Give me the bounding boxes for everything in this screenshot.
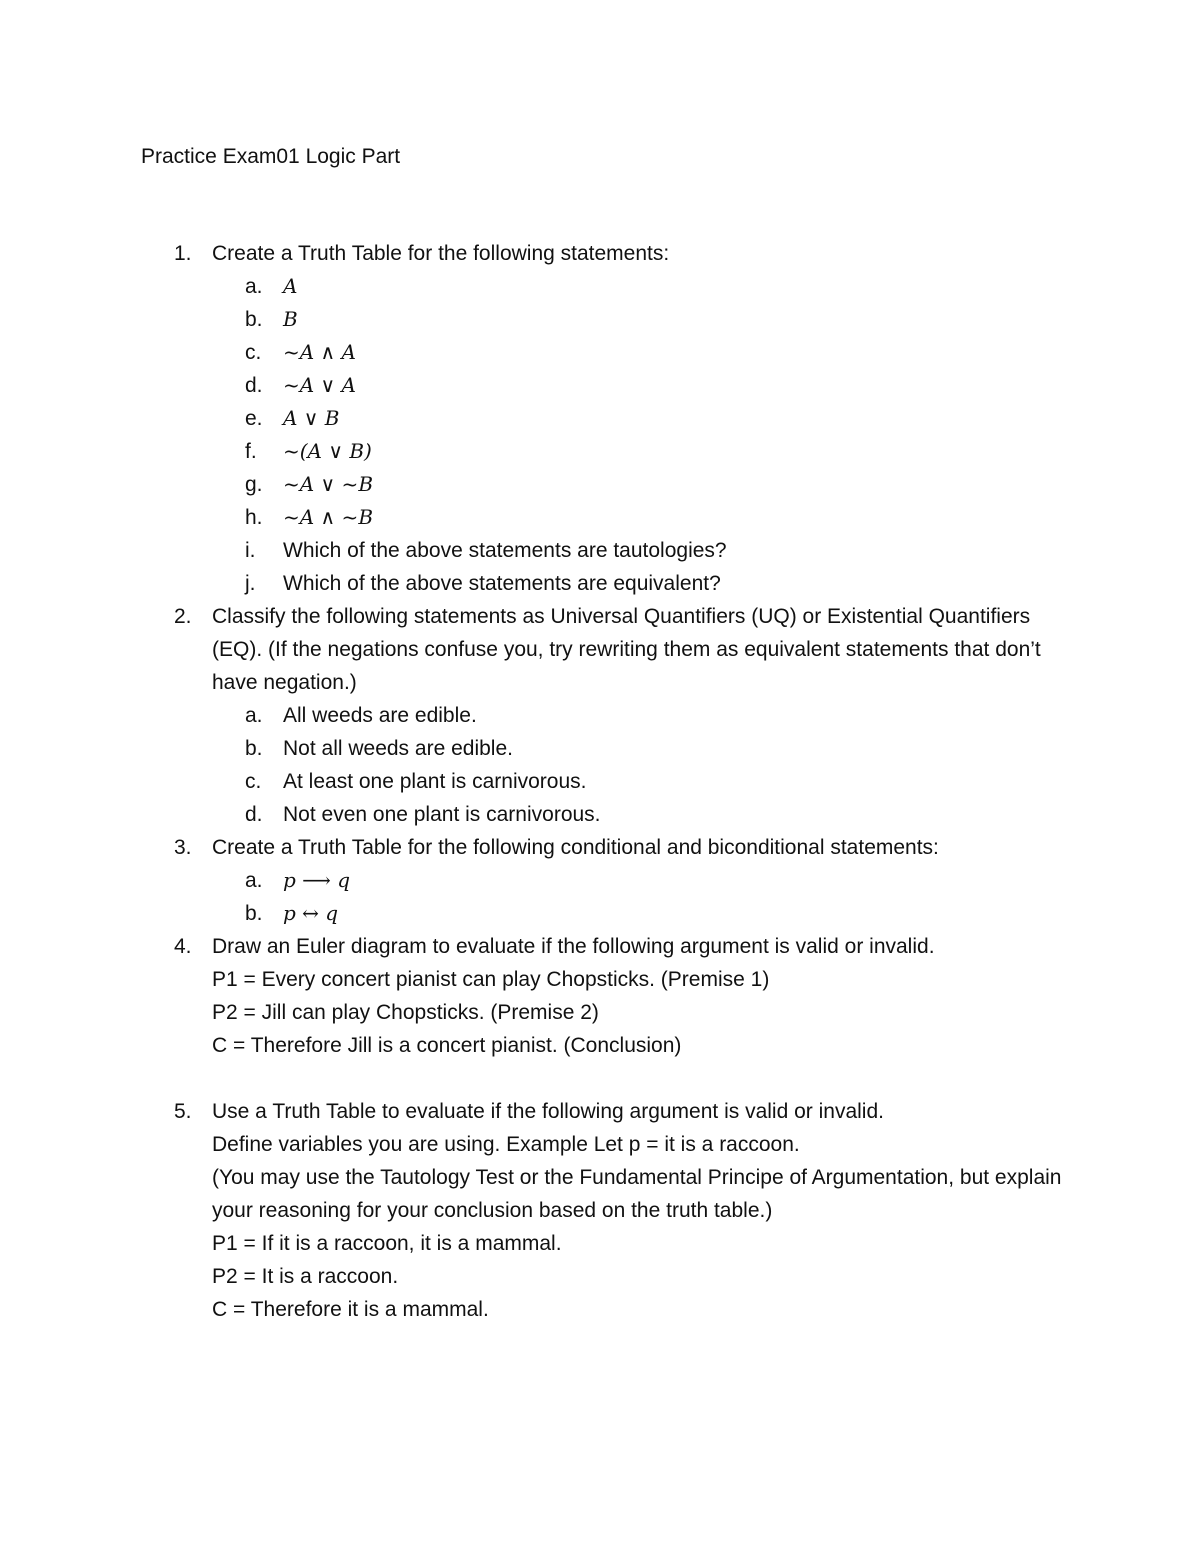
- statement-formula: ~(A ∨ B): [283, 439, 372, 463]
- statement-formula: ~A ∨ A: [283, 373, 356, 397]
- sub-item-letter: i.: [245, 539, 256, 562]
- question-text: Draw an Euler diagram to evaluate if the following argument is valid or invalid.: [212, 935, 935, 958]
- question-number: 1.: [174, 242, 192, 265]
- sub-item-b: [212, 303, 1062, 336]
- conclusion: C = Therefore Jill is a concert pianist. (Conclusion): [212, 1034, 682, 1057]
- sub-item-b: [212, 732, 1062, 765]
- sub-item-f: [212, 435, 1062, 468]
- sub-item-i: [212, 534, 1062, 567]
- sub-item-list: [212, 699, 1062, 831]
- sub-item-letter: d.: [245, 374, 263, 397]
- sub-item-d: [212, 798, 1062, 831]
- statement-formula: B: [283, 307, 298, 331]
- sub-item-b: [212, 897, 1062, 930]
- sub-item-letter: j.: [245, 572, 256, 595]
- statement-formula: p ⟶ q: [283, 868, 350, 892]
- sub-item-letter: a.: [245, 704, 263, 727]
- statement-formula: ~A ∨ ~B: [283, 472, 374, 496]
- sub-item-letter: d.: [245, 803, 263, 826]
- statement-formula: A: [283, 274, 298, 298]
- sub-item-a: [212, 864, 1062, 897]
- sub-item-c: [212, 336, 1062, 369]
- question-number: 2.: [174, 605, 192, 628]
- statement-formula: A ∨ B: [283, 406, 340, 430]
- question-number: 4.: [174, 935, 192, 958]
- sub-item-letter: b.: [245, 902, 263, 925]
- blank-line: [0, 1062, 1200, 1095]
- conclusion: C = Therefore it is a mammal.: [212, 1298, 489, 1321]
- sub-item-letter: c.: [245, 341, 262, 364]
- sub-item-text: Which of the above statements are tautologies?: [283, 539, 727, 562]
- sub-item-letter: a.: [245, 275, 263, 298]
- sub-item-h: [212, 501, 1062, 534]
- sub-item-a: [212, 699, 1062, 732]
- question-1: [0, 237, 1062, 600]
- sub-item-g: [212, 468, 1062, 501]
- sub-item-a: [212, 270, 1062, 303]
- statement-formula: p ↔ q: [283, 901, 339, 925]
- question-list: [0, 237, 1200, 1326]
- statement-formula: ~A ∧ A: [283, 340, 356, 364]
- sub-item-letter: h.: [245, 506, 263, 529]
- question-2: [0, 600, 1062, 831]
- question-3: [0, 831, 1062, 930]
- sub-item-text: Which of the above statements are equivalent?: [283, 572, 721, 595]
- sub-item-letter: b.: [245, 308, 263, 331]
- sub-item-j: [212, 567, 1062, 600]
- sub-item-e: [212, 402, 1062, 435]
- question-number: 3.: [174, 836, 192, 859]
- sub-item-list: [212, 270, 1062, 600]
- sub-item-letter: c.: [245, 770, 262, 793]
- sub-item-d: [212, 369, 1062, 402]
- sub-item-letter: f.: [245, 440, 257, 463]
- question-text: Create a Truth Table for the following statements:: [212, 242, 670, 265]
- sub-item-letter: b.: [245, 737, 263, 760]
- question-text: Create a Truth Table for the following conditional and biconditional statements:: [212, 836, 939, 859]
- premise-1: P1 = If it is a raccoon, it is a mammal.: [212, 1232, 562, 1255]
- sub-item-letter: e.: [245, 407, 263, 430]
- question-text: Use a Truth Table to evaluate if the following argument is valid or invalid.: [212, 1100, 884, 1123]
- instructions-text: (You may use the Tautology Test or the Fundamental Principe of Argumentation, but explain your reasoning for your conclusion based on the truth table.): [212, 1166, 1062, 1222]
- sub-item-letter: a.: [245, 869, 263, 892]
- sub-item-text: At least one plant is carnivorous.: [283, 770, 587, 793]
- statement-formula: ~A ∧ ~B: [283, 505, 374, 529]
- premise-1: P1 = Every concert pianist can play Chopsticks. (Premise 1): [212, 968, 770, 991]
- question-5: [0, 1095, 1062, 1326]
- define-variables-text: Define variables you are using. Example Let p = it is a raccoon.: [212, 1133, 800, 1156]
- sub-item-text: All weeds are edible.: [283, 704, 477, 727]
- question-number: 5.: [174, 1100, 192, 1123]
- sub-item-text: Not even one plant is carnivorous.: [283, 803, 601, 826]
- page-title: Practice Exam01 Logic Part: [141, 145, 401, 168]
- premise-2: P2 = Jill can play Chopsticks. (Premise 2): [212, 1001, 599, 1024]
- sub-item-list: [212, 864, 1062, 930]
- sub-item-text: Not all weeds are edible.: [283, 737, 513, 760]
- sub-item-letter: g.: [245, 473, 263, 496]
- question-4: [0, 930, 1062, 1062]
- premise-2: P2 = It is a raccoon.: [212, 1265, 399, 1288]
- sub-item-c: [212, 765, 1062, 798]
- question-text: Classify the following statements as Universal Quantifiers (UQ) or Existential Quantifiers (EQ). (If the negations confuse you, try rewriting them as equivalent statements that don’t have negation.): [212, 605, 1041, 694]
